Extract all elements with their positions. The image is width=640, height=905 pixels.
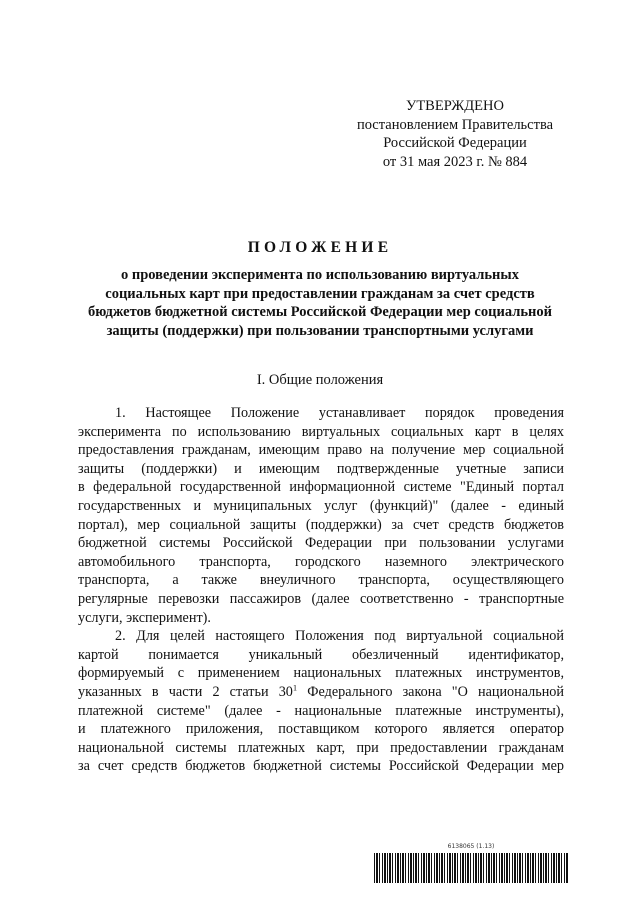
text-segment: указанных в части 2 статьи 30 — [78, 683, 293, 700]
footnote-marker: 1 — [292, 682, 298, 693]
approval-authority-line: Российской Федерации — [383, 135, 527, 151]
paragraph-1-line: защиты (поддержки) и имеющим подтвержденные учетные записи — [78, 460, 564, 477]
paragraph-2-line: и платежного приложения, поставщиком которого является оператор — [78, 721, 564, 738]
paragraph-1-line: транспорта, а также внеуличного транспорта, осуществляющего — [78, 572, 564, 589]
barcode-label: 6138065 (1.13) — [447, 843, 495, 850]
body-text — [78, 404, 564, 776]
text-segment: Федерального закона "О национальной — [297, 683, 564, 700]
paragraph-2-line: формируемый с применением национальных платежных инструментов, — [78, 665, 564, 682]
section-heading: I. Общие положения — [256, 372, 384, 388]
paragraph-1-line: автомобильного транспорта, городского наземного электрического — [78, 553, 564, 570]
paragraph-2-line: платежной системе" (далее - национальные платежные инструменты), — [78, 702, 564, 719]
paragraph-2-line: за счет средств бюджетов бюджетной системы Российской Федерации мер — [78, 758, 564, 775]
paragraph-1-line: государственных и муниципальных услуг (функций)" (далее - единый — [78, 497, 564, 514]
paragraph-1-line: 1. Настоящее Положение устанавливает порядок проведения — [115, 405, 564, 421]
paragraph-2-line: 2. Для целей настоящего Положения под виртуальной социальной — [115, 628, 564, 645]
approval-heading: УТВЕРЖДЕНО — [406, 98, 504, 114]
paragraph-1-line: эксперимента по использованию виртуальных социальных карт в целях — [78, 423, 564, 440]
approval-date-number: от 31 мая 2023 г. № 884 — [382, 153, 528, 170]
approval-stamp — [330, 97, 580, 171]
approval-resolution-line: постановлением Правительства — [356, 116, 554, 133]
subtitle-line: бюджетов бюджетной системы Российской Федерации мер социальной — [88, 304, 552, 320]
paragraph-2-line-with-footnote — [78, 683, 564, 702]
paragraph-1-line: бюджетной системы Российской Федерации при пользовании услугами — [78, 535, 564, 552]
subtitle-line: защиты (поддержки) при пользовании транспортными услугами — [106, 322, 534, 339]
paragraph-2-line: картой понимается уникальный обезличенный идентификатор, — [78, 646, 564, 663]
subtitle-line: социальных карт при предоставлении гражданам за счет средств — [105, 285, 535, 302]
paragraph-2-line: национальной системы платежных карт, при предоставлении гражданам — [78, 739, 564, 756]
paragraph-1-line: предоставления гражданам, имеющим право на получение мер социальной — [78, 442, 564, 459]
paragraph-1-line: портал), мер социальной защиты (поддержки) за счет средств бюджетов — [78, 516, 564, 533]
document-title: ПОЛОЖЕНИЕ — [247, 239, 393, 256]
document-subtitle — [0, 266, 640, 340]
paragraph-1-line: в федеральной государственной информационной системе "Единый портал — [78, 479, 564, 496]
paragraph-1-line: услуги, эксперимент). — [78, 609, 211, 626]
paragraph-1-line: регулярные перевозки пассажиров (далее соответственно - транспортные — [78, 590, 564, 607]
barcode-image — [374, 853, 568, 883]
subtitle-line: о проведении эксперимента по использованию виртуальных — [121, 267, 519, 283]
barcode-block — [374, 843, 568, 883]
